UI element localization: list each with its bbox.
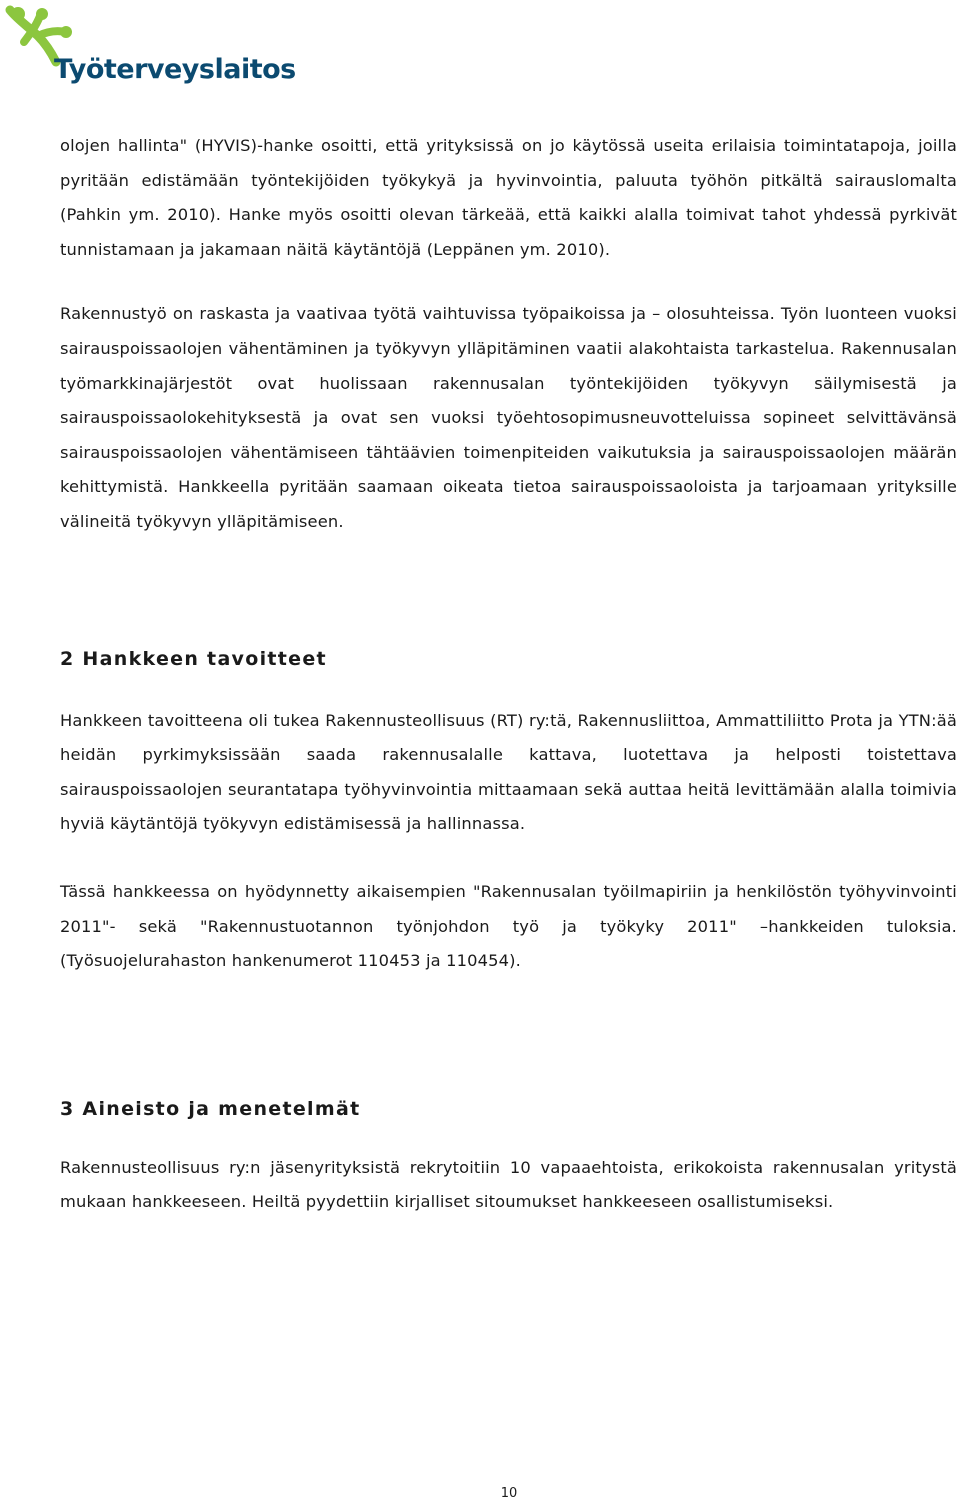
paragraph-4: Tässä hankkeessa on hyödynnetty aikaisempien "Rakennusalan työilmapiriin ja henkilöstön työhyvinvointi 2011"- sekä "Rakennustuotannon työnjohdon työ ja työkyky 2011" –hankkeiden tuloksia. (Työsuojelurahaston hankenumerot 110453 ja 110454). <box>60 881 957 971</box>
paragraph-2: Rakennustyö on raskasta ja vaativaa työtä vaihtuvissa työpaikoissa ja – olosuhteissa. Työn luonteen vuoksi sairauspoissaolojen vähentäminen ja työkyvyn ylläpitäminen vaatii alakohtaista tarkastelua. Rakennusalan työmarkkinajärjestöt ovat huolissaan rakennusalan työntekijöiden työkyvyn säilymisestä ja sairauspoissaolokehityksestä ja ovat sen vuoksi työehtosopimusneuvotteluissa sopineet selvittävänsä sairauspoissaolojen vähentämiseen tähtäävien toimenpiteiden vaikutuksia ja sairauspoissaolojen määrän kehittymistä. Hankkeella pyritään saamaan oikeata tietoa sairauspoissaoloista ja tarjoamaan yrityksille välineitä työkyvyn ylläpitämiseen. <box>60 304 957 531</box>
paragraph-5: Rakennusteollisuus ry:n jäsenyrityksistä rekrytoitiin 10 vapaaehtoista, erikokoista rakennusalan yritystä mukaan hankkeeseen. Heiltä pyydettiin kirjalliset sitoumukset hankkeeseen osallistumiseksi. <box>60 1157 957 1212</box>
logo-text: Työterveyslaitos <box>54 54 296 85</box>
paragraph-3: Hankkeen tavoitteena oli tukea Rakennusteollisuus (RT) ry:tä, Rakennusliittoa, Ammattiliitto Prota ja YTN:ää heidän pyrkimyksissään saada rakennusalalle kattava, luotettava ja helposti toistettava sairauspoissaolojen seurantatapa työhyvinvointia mittaamaan sekä auttaa heitä levittämään alalla toimivia hyviä käytäntöjä työkyvyn edistämisessä ja hallinnassa. <box>60 710 957 834</box>
section-heading-goals: 2 Hankkeen tavoitteet <box>60 647 327 670</box>
paragraph-1: olojen hallinta" (HYVIS)-hanke osoitti, että yrityksissä on jo käytössä useita erilaisia toimintatapoja, joilla pyritään edistämään työntekijöiden työkykyä ja hyvinvointia, paluuta työhön pitkältä sairauslomalta (Pahkin ym. 2010). Hanke myös osoitti olevan tärkeää, että kaikki alalla toimivat tahot yhdessä pyrkivät tunnistamaan ja jakamaan näitä käytäntöjä (Leppänen ym. 2010). <box>60 136 957 259</box>
page-number: 10 <box>500 1486 518 1501</box>
section-heading-methods: 3 Aineisto ja menetelmät <box>60 1097 361 1120</box>
document-body <box>60 129 957 1220</box>
logo <box>4 2 296 94</box>
